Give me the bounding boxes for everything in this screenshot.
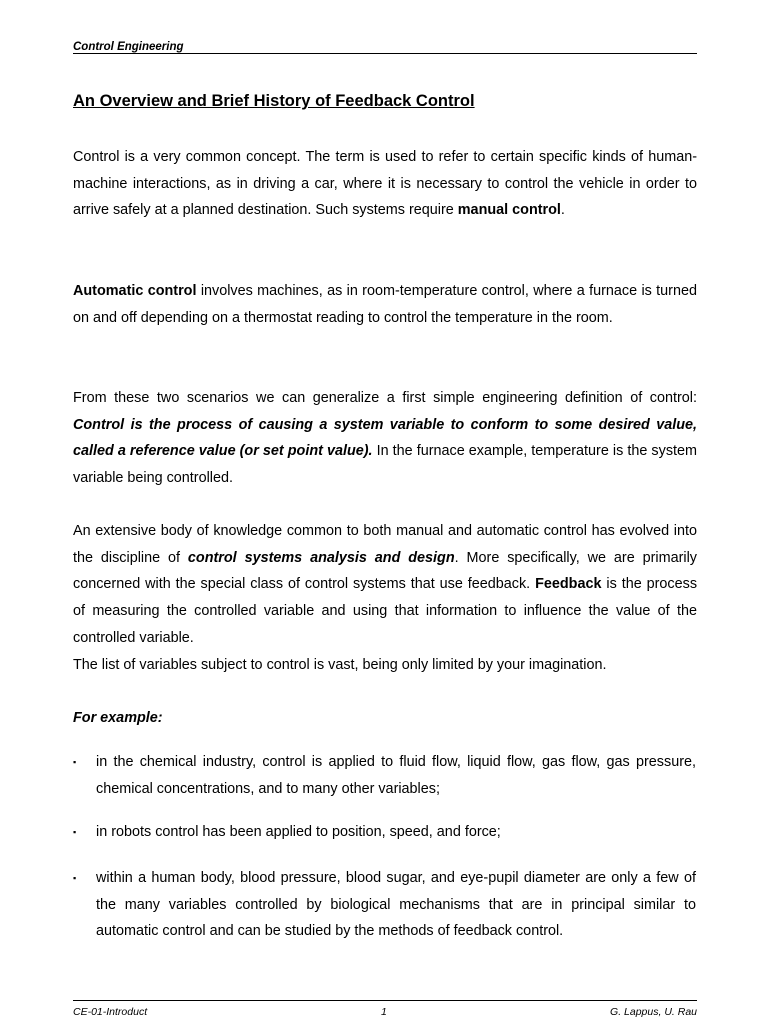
header-title: Control Engineering: [73, 41, 184, 53]
footer-authors: G. Lappus, U. Rau: [610, 1006, 697, 1018]
example-heading: [73, 705, 697, 732]
list-item-text: in the chemical industry, control is applied to fluid flow, liquid flow, gas flow, gas pressure, chemical concentrations, and to many other variables;: [96, 754, 696, 797]
paragraph-mid: . More specifically, we are primarily concerned with the special class of control systems that use feedback.: [73, 549, 697, 593]
paragraph-manual-control: [73, 144, 697, 224]
paragraph-tail: In the furnace example, temperature is the system variable being controlled.: [73, 443, 697, 487]
paragraph-tail: is the process of measuring the controlled variable and using that information to influence the value of the controlled variable.: [73, 576, 698, 646]
page-footer: [73, 1000, 697, 1021]
bullet-icon: ▪: [73, 873, 77, 883]
document-title: An Overview and Brief History of Feedback Control: [73, 92, 475, 110]
footer-page-number: 1: [381, 1006, 387, 1018]
control-definition: Control is the process of causing a system variable to conform to some desired value, called a reference value (or set point value).: [73, 416, 697, 460]
page-header: [73, 37, 697, 54]
term-automatic-control: Automatic control: [73, 283, 197, 299]
document-page: [73, 0, 697, 1024]
paragraph-text: An extensive body of knowledge common to both manual and automatic control has evolved into the discipline of: [73, 523, 697, 566]
paragraph-definition: [73, 385, 697, 492]
paragraph-tail: .: [560, 202, 565, 219]
paragraph-feedback: [73, 518, 697, 678]
paragraph-line2: The list of variables subject to control is vast, being only limited by your imagination.: [73, 656, 607, 673]
example-heading-text: For example:: [73, 710, 163, 726]
footer-document-id: CE-01-Introduct: [73, 1006, 148, 1018]
term-manual-control: manual control: [457, 202, 561, 219]
list-item-text: within a human body, blood pressure, blood sugar, and eye-pupil diameter are only a few of the many variables controlled by biological mechanisms that are in principal similar to automatic control and can be studied by the methods of feedback control.: [96, 870, 696, 940]
bullet-icon: ▪: [73, 757, 77, 767]
term-feedback: Feedback: [535, 576, 602, 593]
bullet-icon: ▪: [73, 827, 77, 837]
term-control-systems-analysis: control systems analysis and design: [187, 549, 455, 566]
list-item-text: in robots control has been applied to position, speed, and force;: [96, 824, 501, 840]
paragraph-text: From these two scenarios we can generalize a first simple engineering definition of control:: [73, 390, 697, 406]
paragraph-automatic-control: [73, 278, 697, 331]
paragraph-text: involves machines, as in room-temperature control, where a furnace is turned on and off depending on a thermostat reading to control the temperature in the room.: [73, 283, 697, 326]
paragraph-text: Control is a very common concept. The term is used to refer to certain specific kinds of human-machine interactions, as in driving a car, where it is necessary to control the vehicle in order to arrive safely at a planned destination. Such systems require: [73, 149, 697, 219]
